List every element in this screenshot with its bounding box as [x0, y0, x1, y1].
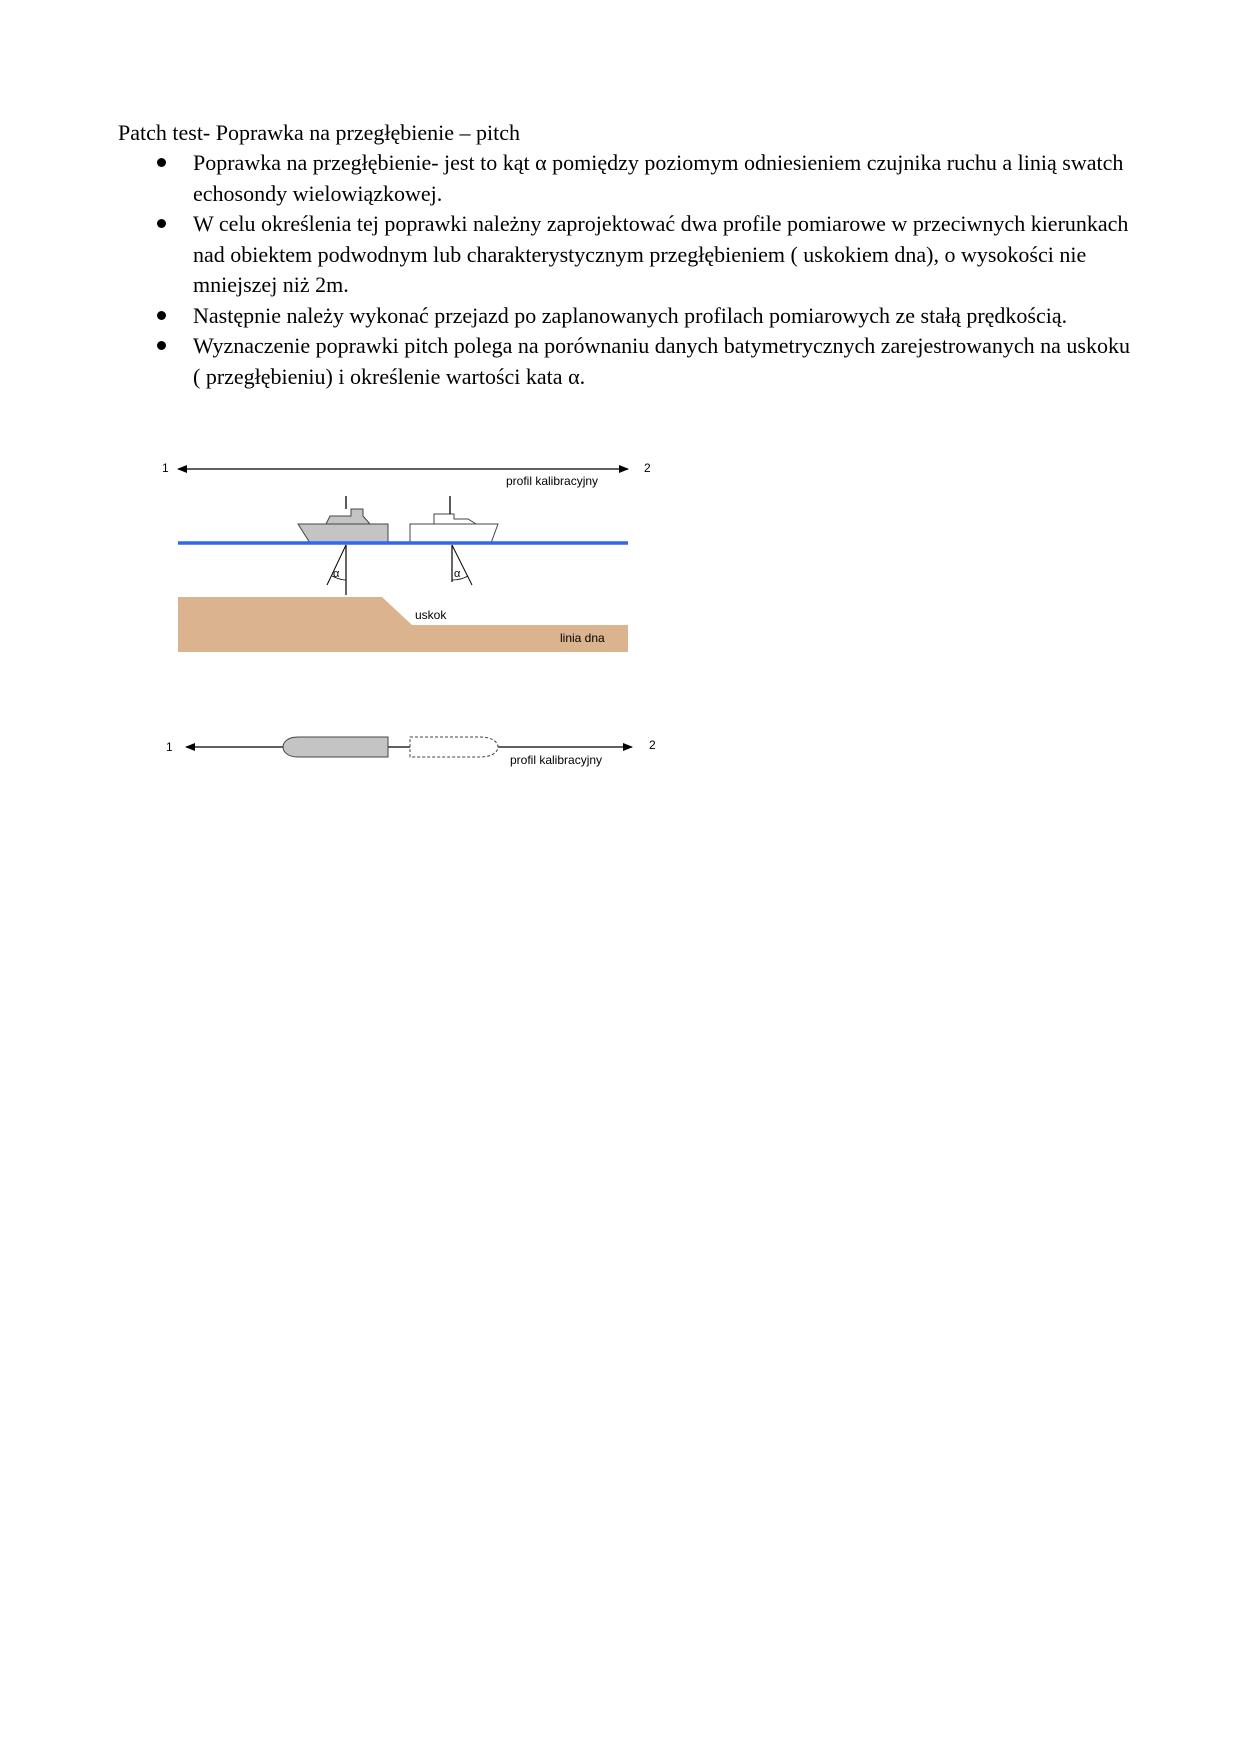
- ship-icon: [298, 496, 388, 543]
- bullet-icon: [157, 341, 166, 350]
- bullet-list: [0, 148, 1240, 392]
- bullet-icon: [157, 158, 166, 167]
- swath-angle-right: [452, 545, 472, 585]
- list-item: [0, 209, 1240, 301]
- step-label: uskok: [415, 608, 447, 622]
- point-start-label: 1: [166, 740, 173, 754]
- list-item-text: Następnie należy wykonać przejazd po zaplanowanych profilach pomiarowych ze stałą prędkością.: [193, 302, 1068, 328]
- bullet-icon: [157, 219, 166, 228]
- list-item-text: Wyznaczenie poprawki pitch polega na porównaniu danych batymetrycznych zarejestrowanych na uskoku ( przegłębieniu) i określenie wartości kata α.: [193, 333, 1130, 389]
- point-start-label: 1: [162, 461, 169, 475]
- angle-right-label: α: [454, 568, 461, 580]
- list-item-text: Poprawka na przegłębienie- jest to kąt α pomiędzy poziomym odniesieniem czujnika ruchu a linią swatch echosondy wielowiązkowej.: [193, 150, 1124, 206]
- patch-test-diagram: [150, 452, 670, 772]
- seabed-label: linia dna: [560, 631, 605, 645]
- point-end-label: 2: [649, 738, 656, 752]
- top-view: [166, 737, 656, 767]
- ship-outline-icon: [410, 496, 498, 543]
- profile-label: profil kalibracyjny: [506, 474, 599, 488]
- angle-left-label: α: [333, 568, 340, 580]
- page-title: Patch test- Poprawka na przegłębienie – pitch: [118, 120, 520, 145]
- point-end-label: 2: [644, 461, 651, 475]
- list-item-text: W celu określenia tej poprawki należny zaprojektować dwa profile pomiarowe w przeciwnych kierunkach nad obiektem podwodnym lub charakterystycznym przegłębieniem ( uskokiem dna), o wysokości nie mniejszej niż 2m.: [193, 211, 1129, 297]
- hull-top-outline-icon: [410, 737, 498, 757]
- list-item: [0, 301, 1240, 332]
- profile-label: profil kalibracyjny: [510, 753, 603, 767]
- swath-angle-left: [327, 545, 346, 595]
- hull-top-icon: [283, 737, 388, 757]
- bullet-icon: [157, 311, 166, 320]
- list-item: [0, 148, 1240, 209]
- side-view: [162, 461, 651, 652]
- list-item: [0, 331, 1240, 392]
